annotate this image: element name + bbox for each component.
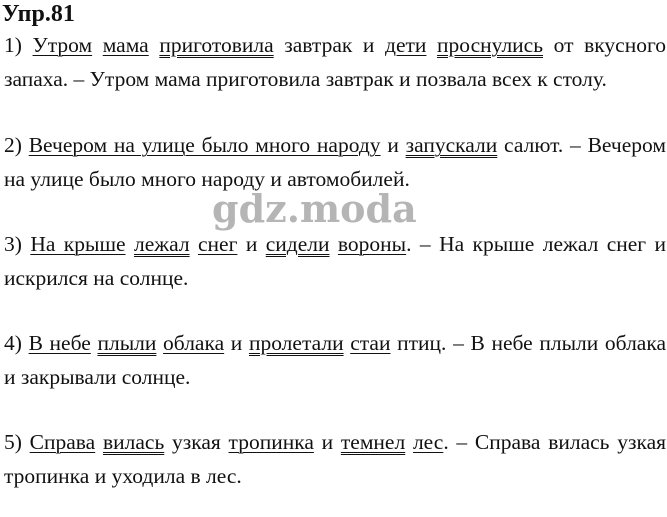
exercise-item-2 (4, 128, 666, 196)
predicate-underlined: вилась (102, 430, 165, 454)
subject-underlined: Вечером на улице было много народу (28, 133, 381, 157)
text-fragment (330, 232, 338, 256)
subject-underlined: снег (197, 232, 238, 256)
predicate-underlined: приготовила (159, 33, 274, 57)
exercise-title: Упр.81 (2, 1, 75, 27)
predicate-underlined: запускали (405, 133, 498, 157)
predicate-underlined: проснулись (437, 33, 544, 57)
text-fragment: 4) (4, 331, 29, 355)
text-fragment (95, 430, 103, 454)
predicate-underlined: плыли (97, 331, 157, 355)
text-fragment: 2) (4, 133, 29, 157)
text-fragment: завтрак и (273, 33, 386, 57)
text-fragment: и (237, 232, 266, 256)
watermark: gdz.moda (212, 186, 417, 231)
text-fragment: от вкусного запаха. – Утром мама приготовила завтрак и позвала всех к столу. (4, 33, 666, 91)
text-fragment: и (380, 133, 406, 157)
subject-underlined: дети (385, 33, 427, 57)
text-fragment (190, 232, 198, 256)
text-fragment: 3) (4, 232, 31, 256)
subject-underlined: На крыше (30, 232, 126, 256)
text-fragment (92, 33, 103, 57)
predicate-underlined: темнел (340, 430, 406, 454)
text-fragment (149, 33, 160, 57)
text-fragment: и (313, 430, 341, 454)
predicate-underlined: сидели (265, 232, 330, 256)
exercise-item-4 (4, 326, 666, 394)
predicate-underlined: лежал (133, 232, 190, 256)
text-fragment (426, 33, 437, 57)
exercise-item-3 (4, 227, 666, 295)
subject-underlined: облака (163, 331, 225, 355)
predicate-underlined: пролетали (248, 331, 344, 355)
subject-underlined: мама (102, 33, 149, 57)
text-fragment: . – На крыше лежал снег и искрился на солнце. (4, 232, 667, 290)
text-fragment: узкая (164, 430, 229, 454)
subject-underlined: Утром (32, 33, 93, 57)
subject-underlined: стаи (350, 331, 391, 355)
text-fragment: 5) (4, 430, 30, 454)
subject-underlined: В небе (28, 331, 91, 355)
text-fragment (405, 430, 413, 454)
exercise-item-1 (4, 28, 666, 96)
text-fragment: . – Справа вилась узкая тропинка и уходила в лес. (4, 430, 667, 488)
subject-underlined: лес (412, 430, 444, 454)
subject-underlined: Справа (29, 430, 96, 454)
subject-underlined: вороны (337, 232, 407, 256)
text-fragment: 1) (4, 33, 33, 57)
text-fragment: и (224, 331, 249, 355)
subject-underlined: тропинка (228, 430, 314, 454)
text-fragment: салют. – Вечером на улице было много народу и автомобилей. (4, 133, 666, 191)
text-fragment (126, 232, 134, 256)
exercise-item-5 (4, 425, 666, 493)
text-fragment: птиц. – В небе плыли облака и закрывали солнце. (4, 331, 667, 389)
